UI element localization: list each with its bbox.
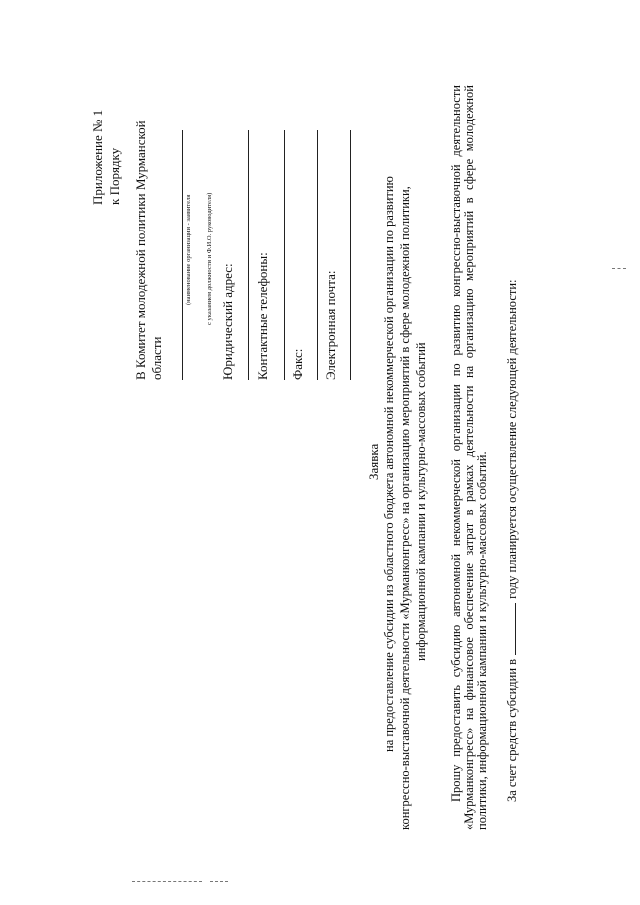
applicant-caption2: с указанием должности и Ф.И.О. руководителя): [206, 192, 213, 325]
fax-label: Факс:: [290, 348, 305, 380]
phones-line: [284, 130, 285, 380]
recipient-line1: В Комитет молодежной политики Мурманской: [133, 120, 148, 380]
phones-label: Контактные телефоны:: [255, 252, 270, 380]
year-blank[interactable]: [505, 603, 516, 655]
request-body: Прошу предоставить субсидию автономной некоммерческой организации по развитию конгрессно-выставочной деятельности «Мурманконгресс» на финансовое обеспечение затрат в рамках деятельности на организацию мероприятий в сфере молодежной политики, информационной кампании и культурно-массовых событий.: [449, 85, 489, 830]
applicant-caption1: (наименование организации - заявителя: [185, 194, 192, 305]
appendix-label: Приложение № 1: [90, 109, 105, 205]
recipient-line2: области: [149, 336, 164, 380]
funds-line: [505, 279, 520, 802]
request-title-line1: на предоставление субсидии из областного бюджета автономной некоммерческой организации по развитию: [382, 176, 396, 752]
legal-address-line: [248, 130, 249, 380]
request-heading: Заявка: [366, 443, 381, 480]
email-line: [350, 130, 351, 380]
legal-address-label: Юридический адрес:: [220, 263, 235, 380]
edge-mark-right: [612, 268, 626, 269]
email-label: Электронная почта:: [323, 270, 338, 380]
appendix-order: к Порядку: [107, 147, 122, 205]
funds-suffix: году планируется осуществление следующей деятельности:: [505, 279, 519, 599]
funds-prefix: За счет средств субсидии в: [505, 658, 519, 802]
fax-line: [317, 130, 318, 380]
request-title-line2: конгрессно-выставочной деятельности «Мурманконгресс» на организацию мероприятий в сфере молодежной политики,: [398, 186, 412, 830]
request-title-line3: информационной кампании и культурно-массовых событий: [414, 342, 428, 661]
applicant-name-line: [182, 130, 183, 380]
rotated-form: [50, 15, 610, 885]
